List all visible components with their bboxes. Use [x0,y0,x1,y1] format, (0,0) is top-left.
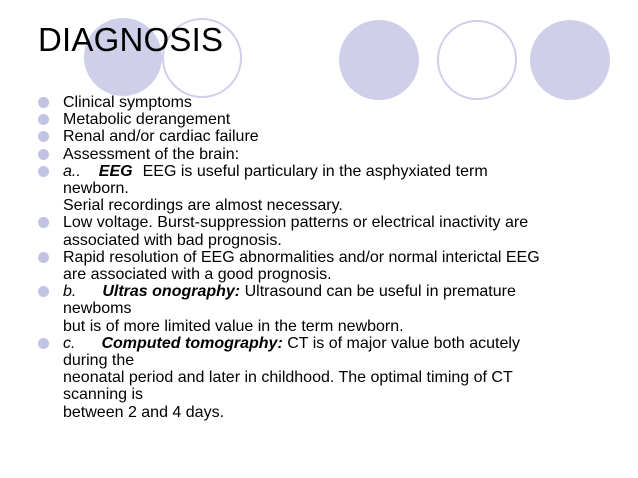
bullet-icon [38,114,49,125]
item-text: Renal and/or cardiac failure [63,128,259,146]
item-line: scanning is [63,386,144,404]
item-text: Ultrasound can be useful in premature [244,283,516,301]
item-text: CT is of major value both acutely [287,334,520,352]
item-line: newborn. [63,180,129,198]
item-line: during the [63,352,135,370]
list-item [38,111,628,128]
item-text: Assessment of the brain: [63,145,240,163]
item-line: newboms [63,300,132,318]
item-term: Ultras onography: [102,283,241,301]
item-line: Rapid resolution of EEG abnormalities and/or normal interictal EEG [63,248,540,266]
bullet-icon [38,166,49,177]
item-line: Serial recordings are almost necessary. [63,197,343,215]
list-item [38,128,628,145]
list-item [38,146,628,163]
bullet-icon [38,217,49,228]
item-prefix: a.. [63,162,81,180]
list-item [38,214,628,248]
decorative-circle-3 [339,20,419,100]
bullet-list [38,94,628,421]
bullet-icon [38,149,49,160]
item-line: are associated with a good prognosis. [63,266,332,284]
slide-title: DIAGNOSIS [38,21,224,58]
bullet-icon [38,286,49,297]
decorative-circle-4 [437,20,517,100]
bullet-icon [38,97,49,108]
bullet-icon [38,131,49,142]
list-item [38,249,628,283]
decorative-circle-5 [530,20,610,100]
item-line: but is of more limited value in the term newborn. [63,317,404,335]
list-item-eeg [38,163,628,215]
item-text: Metabolic derangement [63,111,231,129]
item-line [63,163,628,180]
item-prefix: b. [63,283,77,301]
list-item-ultrasonography [38,283,628,335]
item-line: neonatal period and later in childhood. The optimal timing of CT [63,369,513,387]
bullet-icon [38,252,49,263]
item-line [63,335,628,352]
item-line: between 2 and 4 days. [63,403,225,421]
item-line: Low voltage. Burst-suppression patterns or electrical inactivity are [63,214,529,232]
item-line [63,283,628,300]
item-prefix: c. [63,334,76,352]
list-item [38,94,628,111]
item-text: EEG is useful particulary in the asphyxiated term [142,162,488,180]
item-text: Clinical symptoms [63,94,192,111]
item-line: associated with bad prognosis. [63,231,282,249]
item-term: EEG [98,162,133,180]
list-item-ct [38,335,628,421]
bullet-icon [38,338,49,349]
item-term: Computed tomography: [101,334,283,352]
